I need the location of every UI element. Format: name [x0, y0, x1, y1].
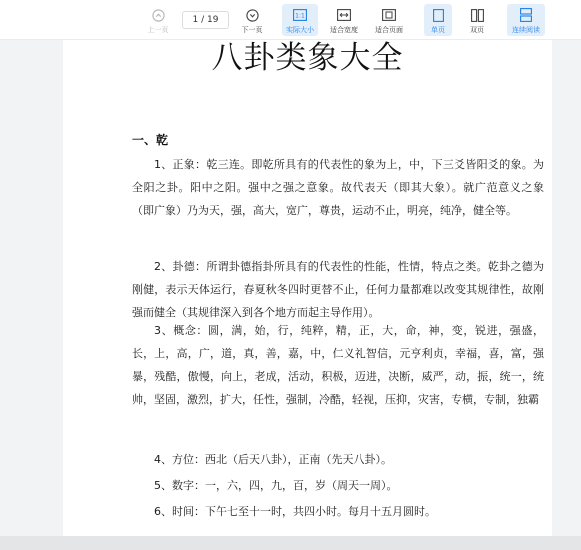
fit-page-icon — [382, 8, 396, 22]
document-page — [63, 40, 552, 536]
next-page-label: 下一页 — [241, 26, 263, 34]
paragraph-1: 1、正象：乾三连。即乾所具有的代表性的象为上，中，下三爻皆阳爻的象。为全阳之卦。阳中之阳。强中之强之意象。故代表天（即其大象）。就广范意义之象（即广象）乃为天，强，高大，宽广，尊贵，运动不止，明亮，纯净，健全等。 — [132, 158, 544, 217]
continuous-reading-icon — [519, 8, 533, 22]
paragraph-6: 6、时间：下午七至十一时，共四小时。每月十五月圆时。 — [154, 505, 436, 518]
paragraph-5: 5、数字：一，六，四，九，百，岁（周天一周）。 — [154, 479, 398, 492]
single-page-icon — [431, 8, 445, 22]
document-title: 八卦类象大全 — [211, 40, 404, 76]
continuous-reading-label: 连续阅读 — [512, 26, 540, 34]
page-number-input[interactable] — [182, 11, 229, 29]
chevron-down-icon — [245, 8, 259, 22]
single-page-label: 单页 — [431, 26, 445, 34]
actual-size-icon — [293, 8, 307, 22]
current-page: 1 — [192, 15, 199, 25]
double-page-label: 双页 — [470, 26, 484, 34]
page-separator: / — [198, 15, 208, 25]
fit-page-label: 适合页面 — [375, 26, 403, 34]
fit-width-button[interactable] — [326, 4, 362, 36]
double-page-button[interactable] — [463, 4, 491, 36]
actual-size-label: 实际大小 — [286, 26, 314, 34]
bottom-bar — [0, 536, 581, 550]
paragraph-4: 4、方位：西北（后天八卦），正南（先天八卦）。 — [154, 453, 392, 466]
svg-text:1:1: 1:1 — [295, 12, 305, 20]
paragraph-3: 3、概念：圆，满，始，行，纯粹，精，正，大，命，神，变，锐进，强盛，长，上，高，广，道，真，善，嘉，中，仁义礼智信，元亨利贞，幸福，喜，富，强暴，残酷，傲慢，向上，老成，活动，积极，迈进，决断，威严，动，振，统一，统帅，坚固，激烈，扩大，任性，强制，冷酷，轻视，压抑，灾害，专横，专制，独霸 — [132, 324, 544, 406]
fit-width-icon — [337, 8, 351, 22]
actual-size-button[interactable] — [282, 4, 318, 36]
reader-toolbar — [0, 0, 581, 40]
fit-page-button[interactable] — [370, 4, 408, 36]
fit-width-label: 适合宽度 — [330, 26, 358, 34]
paragraph-2: 2、卦德：所谓卦德指卦所具有的代表性的性能，性情，特点之类。乾卦之德为刚健，表示天体运行，春夏秋冬四时更替不止，任何力量都难以改变其规律性，故刚强而健全（其规律深入到各个地方而起主导作用）。 — [132, 260, 544, 319]
double-page-icon — [470, 8, 484, 22]
section-heading: 一、乾 — [132, 133, 169, 147]
prev-page-button[interactable] — [142, 4, 174, 36]
single-page-button[interactable] — [424, 4, 452, 36]
next-page-button[interactable] — [236, 4, 268, 36]
chevron-up-icon — [151, 8, 165, 22]
prev-page-label: 上一页 — [147, 26, 169, 34]
total-pages: 19 — [207, 15, 219, 25]
continuous-reading-button[interactable] — [507, 4, 545, 36]
